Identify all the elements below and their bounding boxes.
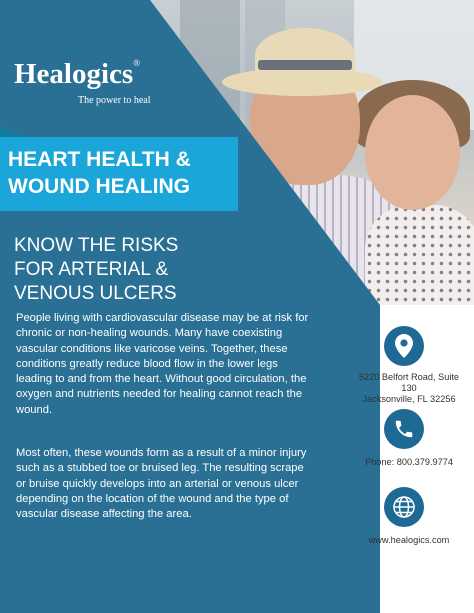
body-paragraph-2: Most often, these wounds form as a result of a minor injury such as a stubbed toe or bruised leg. The resulting scrape or bruise quickly develops into an arterial or venous ulcer depending on the location of the wound and the type of vascular disease affecting the area. bbox=[16, 447, 307, 521]
phone-icon bbox=[384, 409, 424, 449]
body-paragraph-1: People living with cardiovascular disease may be at risk for chronic or non-healing wounds. Many have coexisting vascular conditions like varicose veins. Together, these conditions greatly reduce blood flow in the lower legs leading to and from the heart. Without good circulation, the oxygen and nutrients needed for healing cannot reach the wound. bbox=[16, 312, 309, 416]
location-pin-icon bbox=[384, 326, 424, 366]
phone-number: Phone: 800.379.9774 bbox=[365, 457, 453, 467]
globe-icon bbox=[384, 487, 424, 527]
section-heading: KNOW THE RISKS FOR ARTERIAL & VENOUS ULCERS bbox=[14, 235, 179, 304]
brand-logo: Healogics® bbox=[14, 58, 141, 90]
website-link[interactable]: www.healogics.com bbox=[368, 535, 450, 545]
page-title: HEART HEALTH & WOUND HEALING bbox=[8, 148, 191, 198]
brand-tagline: The power to heal bbox=[78, 95, 151, 106]
address: 5220 Belfort Road, Suite 130 Jacksonville, FL 32256 bbox=[358, 372, 460, 404]
